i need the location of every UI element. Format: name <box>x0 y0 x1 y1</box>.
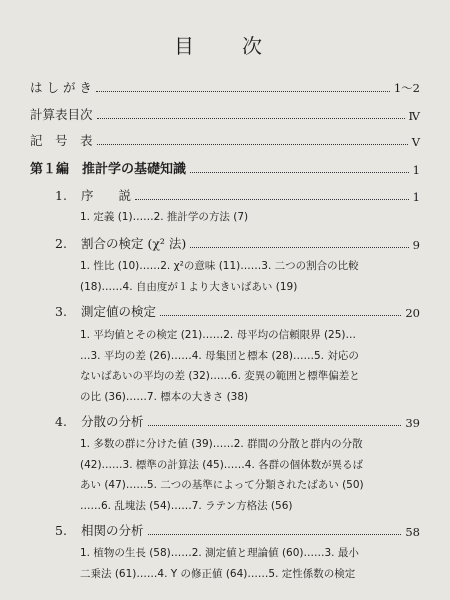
section-line: (18)……4. 自由度が１より大きいばあい (19) <box>80 280 298 293</box>
chapter-number: 1. <box>55 188 67 203</box>
chapter-sections <box>80 434 420 516</box>
toc-chapter <box>55 302 420 320</box>
leader-dots <box>96 90 390 92</box>
chapter-title: 序 説 <box>81 188 132 203</box>
section-line: …3. 平均の差 (26)……4. 母集団と標本 (28)……5. 対応の <box>80 349 359 362</box>
toc-chapter <box>55 234 420 252</box>
toc-chapter <box>55 521 420 539</box>
section-line: 二乗法 (61)……4. Y の修正値 (64)……5. 定性係数の検定 <box>80 567 356 580</box>
toc-chapter <box>55 186 420 204</box>
leader-dots <box>148 533 402 535</box>
section-line: 1. 植物の生長 (58)……2. 測定値と理論値 (60)……3. 最小 <box>80 547 359 559</box>
entry-page: 9 <box>412 238 420 252</box>
chapter-sections <box>80 325 420 407</box>
leader-dots <box>190 171 409 173</box>
section-line: の比 (36)……7. 標本の大きさ (38) <box>80 390 249 403</box>
chapter-number: 5. <box>55 523 67 538</box>
toc-chapter <box>55 412 420 430</box>
chapter-sections <box>80 256 420 297</box>
leader-dots <box>97 143 408 145</box>
entry-page: 58 <box>405 525 420 539</box>
section-line: あい (47)……5. 二つの基準によって分類されたばあい (50) <box>80 479 364 491</box>
chapter-title: 割合の検定 (χ² 法) <box>81 236 187 251</box>
leader-dots <box>135 198 409 200</box>
chapter-sections <box>80 543 420 584</box>
chapter-title: 相関の分析 <box>81 523 144 538</box>
leader-dots <box>148 424 402 426</box>
chapter-title: 分散の分析 <box>81 414 144 429</box>
section-line: 1. 性比 (10)……2. χ²の意味 (11)……3. 二つの割合の比較 <box>80 260 359 272</box>
leader-dots <box>190 246 408 248</box>
leader-dots <box>97 117 405 119</box>
entry-label: 計算表目次 <box>30 107 93 122</box>
section-line: (42)……3. 標準の計算法 (45)……4. 各群の個体数が異るば <box>80 458 364 471</box>
entry-page: 20 <box>405 306 420 320</box>
toc-entry-preface <box>30 78 420 96</box>
leader-dots <box>160 314 401 316</box>
section-line: 1. 定義 (1)……2. 推計学の方法 (7) <box>80 211 249 223</box>
chapter-number: 4. <box>55 414 67 429</box>
entry-page: Ⅳ <box>408 109 420 123</box>
chapter-sections <box>80 207 420 228</box>
page-title: 目 次 <box>174 34 276 58</box>
toc-entry-symbols <box>30 131 420 149</box>
part-label: 第１編 推計学の基礎知識 <box>30 162 187 177</box>
entry-page: 1 <box>412 190 420 204</box>
section-line: 1. 平均値とその検定 (21)……2. 母平均の信頼限界 (25)… <box>80 329 356 341</box>
entry-label: は し が き <box>30 80 92 95</box>
chapter-number: 3. <box>55 304 67 319</box>
section-line: 1. 多数の群に分けた値 (39)……2. 群間の分散と群内の分散 <box>80 438 363 450</box>
entry-page: 1 <box>412 163 420 177</box>
entry-label: 記 号 表 <box>30 133 93 148</box>
entry-page: 39 <box>405 416 420 430</box>
chapter-title: 測定値の検定 <box>81 304 157 319</box>
entry-page: 1～2 <box>393 81 420 95</box>
section-line: ……6. 乱塊法 (54)……7. ラテン方格法 (56) <box>80 499 293 512</box>
chapter-number: 2. <box>55 236 67 251</box>
toc-part <box>30 158 420 177</box>
entry-page: Ⅴ <box>411 135 420 149</box>
toc-entry-table-list <box>30 105 420 123</box>
section-line: ないばあいの平均の差 (32)……6. 変異の範囲と標準偏差と <box>80 370 360 382</box>
